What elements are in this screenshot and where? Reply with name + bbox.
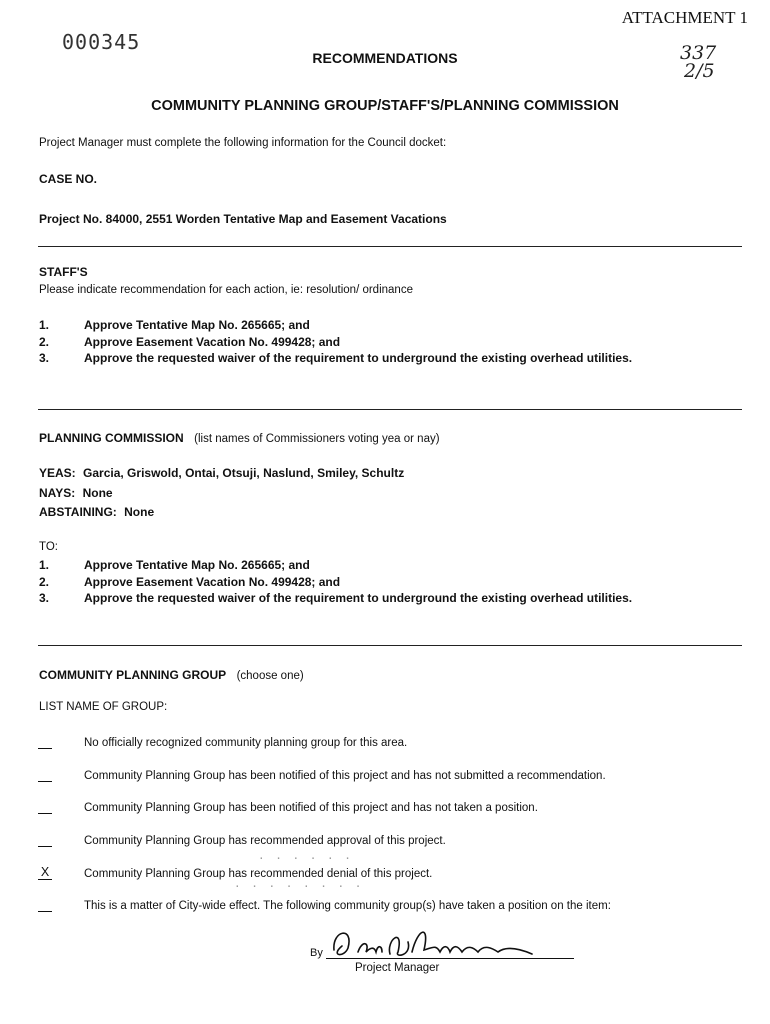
signature-line xyxy=(326,958,574,959)
intro-text: Project Manager must complete the following information for the Council docket: xyxy=(39,137,447,149)
received-stamp: · · · · · · · · xyxy=(234,880,364,893)
item-number: 3. xyxy=(39,591,50,605)
item-number: 1. xyxy=(39,558,50,572)
abstaining-line xyxy=(39,505,154,519)
staff-recommendations xyxy=(39,317,704,367)
commission-recommendations xyxy=(39,557,704,607)
received-stamp: · · · · · · xyxy=(258,852,353,865)
option-row xyxy=(38,734,407,749)
list-item xyxy=(39,557,704,574)
list-item xyxy=(39,317,704,334)
nays-names: None xyxy=(82,486,113,500)
list-item xyxy=(39,350,704,367)
divider xyxy=(38,246,742,247)
item-number: 1. xyxy=(39,318,50,332)
staff-instruction: Please indicate recommendation for each action, ie: resolution/ ordinance xyxy=(39,284,413,296)
nays-label: NAYS: xyxy=(39,486,76,500)
signature-by-label: By xyxy=(310,947,323,959)
attachment-label: ATTACHMENT 1 xyxy=(621,8,748,27)
item-text: Approve Tentative Map No. 265665; and xyxy=(84,558,310,572)
option-text: Community Planning Group has been notified of this project and has not submitted a recommendation. xyxy=(84,770,606,782)
handwritten-note-top: 337 xyxy=(680,42,717,64)
option-checkbox[interactable] xyxy=(38,767,52,782)
handwritten-note-bottom: 2/5 xyxy=(684,60,715,82)
planning-commission-heading: PLANNING COMMISSION xyxy=(39,431,184,445)
abstaining-label: ABSTAINING: xyxy=(39,505,117,519)
divider xyxy=(38,645,742,646)
document-number: 000345 xyxy=(62,30,141,54)
nays-line xyxy=(39,486,113,500)
option-checkbox[interactable] xyxy=(38,734,52,749)
planning-commission-header xyxy=(39,429,440,447)
option-row xyxy=(38,897,611,912)
item-text: Approve Tentative Map No. 265665; and xyxy=(84,318,310,332)
option-checkbox[interactable] xyxy=(38,799,52,814)
abstaining-names: None xyxy=(124,505,155,519)
option-text: Community Planning Group has been notified of this project and has not taken a position. xyxy=(84,802,538,814)
community-group-note: (choose one) xyxy=(236,670,304,682)
page-title: RECOMMENDATIONS xyxy=(312,50,458,66)
option-row xyxy=(38,832,446,847)
to-label: TO: xyxy=(39,541,58,553)
yeas-names: Garcia, Griswold, Ontai, Otsuji, Naslund, Smiley, Schultz xyxy=(83,466,405,480)
item-text: Approve the requested waiver of the requirement to underground the existing overhead utilities. xyxy=(84,351,633,365)
option-text: This is a matter of City-wide effect. The following community group(s) have taken a position on the item: xyxy=(84,900,611,912)
page-subtitle: COMMUNITY PLANNING GROUP/STAFF'S/PLANNING COMMISSION xyxy=(151,98,619,114)
case-label: CASE NO. xyxy=(39,172,98,186)
option-row xyxy=(38,865,432,880)
planning-commission-note: (list names of Commissioners voting yea or nay) xyxy=(194,433,440,445)
yeas-line xyxy=(39,466,404,480)
community-group-heading: COMMUNITY PLANNING GROUP xyxy=(39,668,227,682)
list-item xyxy=(39,590,704,607)
list-name-label: LIST NAME OF GROUP: xyxy=(39,701,168,713)
option-row xyxy=(38,767,606,782)
item-number: 2. xyxy=(39,334,50,349)
signature-role: Project Manager xyxy=(355,962,440,974)
item-number: 2. xyxy=(39,574,50,589)
staff-heading: STAFF'S xyxy=(39,265,88,279)
option-text: Community Planning Group has recommended denial of this project. xyxy=(84,868,433,880)
option-checkbox[interactable] xyxy=(38,897,52,912)
item-text: Approve Easement Vacation No. 499428; and xyxy=(84,574,341,589)
item-text: Approve the requested waiver of the requirement to underground the existing overhead utilities. xyxy=(84,591,633,605)
divider xyxy=(38,409,742,410)
item-number: 3. xyxy=(39,351,50,365)
project-name: Project No. 84000, 2551 Worden Tentative Map and Easement Vacations xyxy=(39,212,447,226)
list-item xyxy=(39,334,704,351)
list-item xyxy=(39,574,704,591)
option-checkbox[interactable]: X xyxy=(38,865,52,880)
option-text: No officially recognized community planning group for this area. xyxy=(84,737,408,749)
option-row xyxy=(38,799,538,814)
option-checkbox[interactable] xyxy=(38,832,52,847)
option-text: Community Planning Group has recommended approval of this project. xyxy=(84,835,446,847)
item-text: Approve Easement Vacation No. 499428; and xyxy=(84,334,341,349)
yeas-label: YEAS: xyxy=(39,466,76,480)
community-group-header xyxy=(39,666,304,684)
